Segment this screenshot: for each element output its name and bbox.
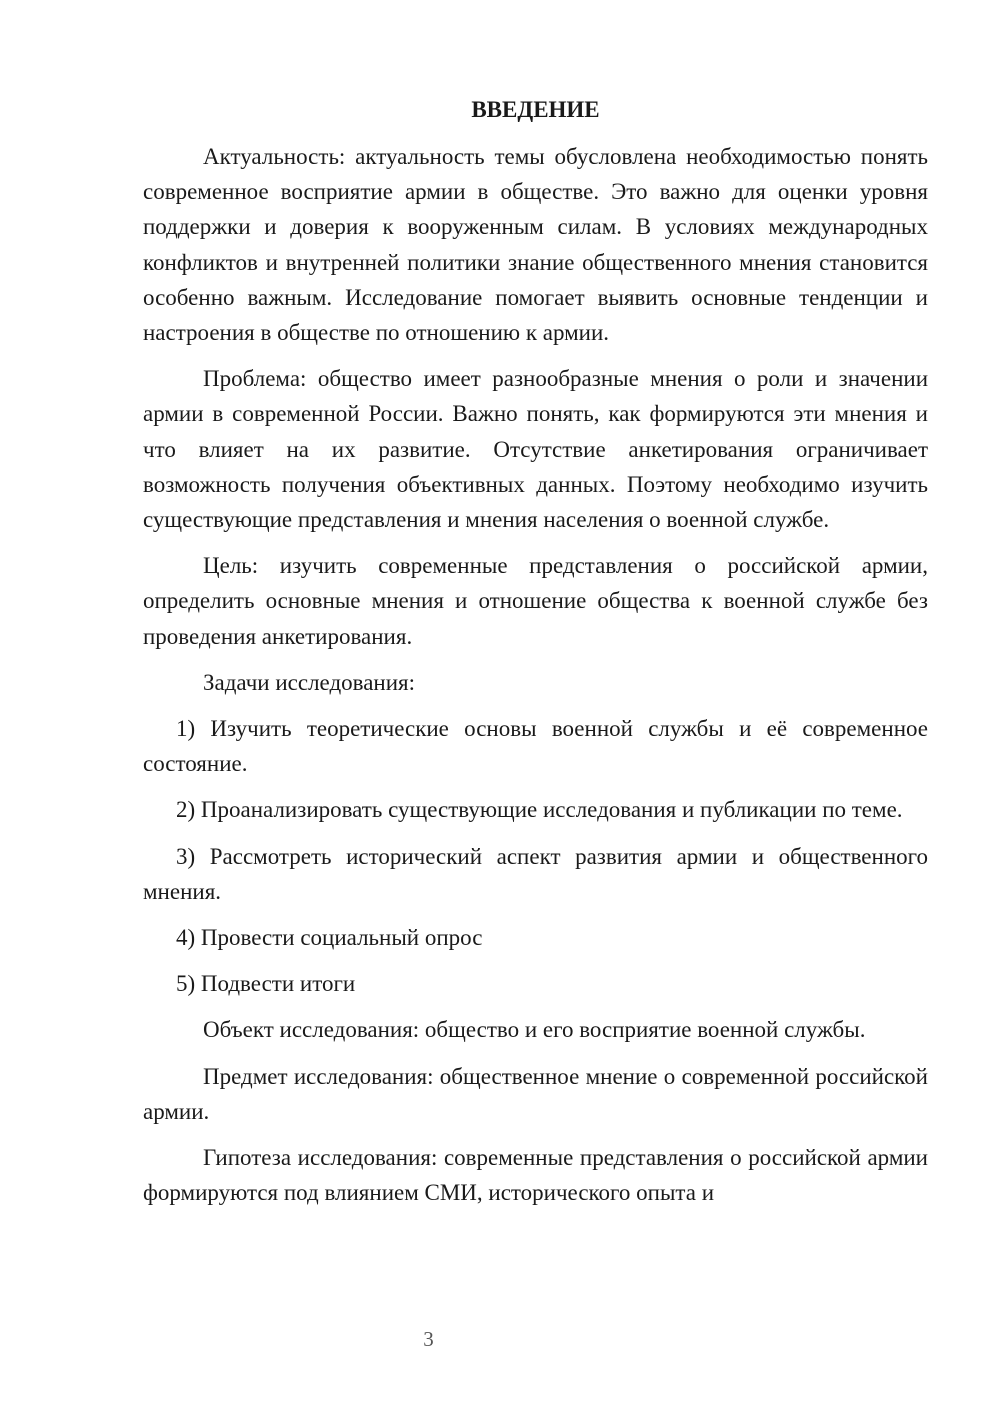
- list-item-task-4: 4) Провести социальный опрос: [176, 925, 483, 951]
- paragraph-problem: Проблема: общество имеет разнообразные мнения о роли и значении армии в современной России. Важно понять, как формируются эти мнения и что влияет на их развитие. Отсутствие анкетирования ограничивает возможность получения объективных данных. Поэтому необходимо изучить существующие представления и мнения населения о военной службе.: [143, 366, 928, 533]
- list-item-task-2: 2) Проанализировать существующие исследования и публикации по теме.: [176, 797, 903, 823]
- paragraph-subject: Предмет исследования: общественное мнение о современной российской армии.: [143, 1063, 928, 1124]
- paragraph-object: Объект исследования: общество и его восприятие военной службы.: [203, 1017, 866, 1043]
- page-number: 3: [423, 1327, 434, 1351]
- paragraph-relevance: Актуальность: актуальность темы обусловлена необходимостью понять современное восприятие армии в обществе. Это важно для оценки уровня поддержки и доверия к вооруженным силам. В условиях международных конфликтов и внутренней политики знание общественного мнения становится особенно важным. Исследование помогает выявить основные тенденции и настроения в обществе по отношению к армии.: [143, 144, 928, 346]
- paragraph-goal: Цель: изучить современные представления о российской армии, определить основные мнения и отношение общества к военной службе без проведения анкетирования.: [143, 553, 928, 649]
- page-title: ВВЕДЕНИЕ: [471, 97, 600, 122]
- paragraph-tasks-heading: Задачи исследования:: [203, 669, 416, 695]
- list-item-task-5: 5) Подвести итоги: [176, 971, 356, 997]
- document-page: [143, 92, 928, 1221]
- paragraph-hypothesis: Гипотеза исследования: современные представления о российской армии формируются под влиянием СМИ, исторического опыта и: [143, 1145, 928, 1206]
- list-item-task-1: 1) Изучить теоретические основы военной службы и её современное состояние.: [143, 716, 928, 777]
- list-item-task-3: 3) Рассмотреть исторический аспект развития армии и общественного мнения.: [143, 843, 928, 904]
